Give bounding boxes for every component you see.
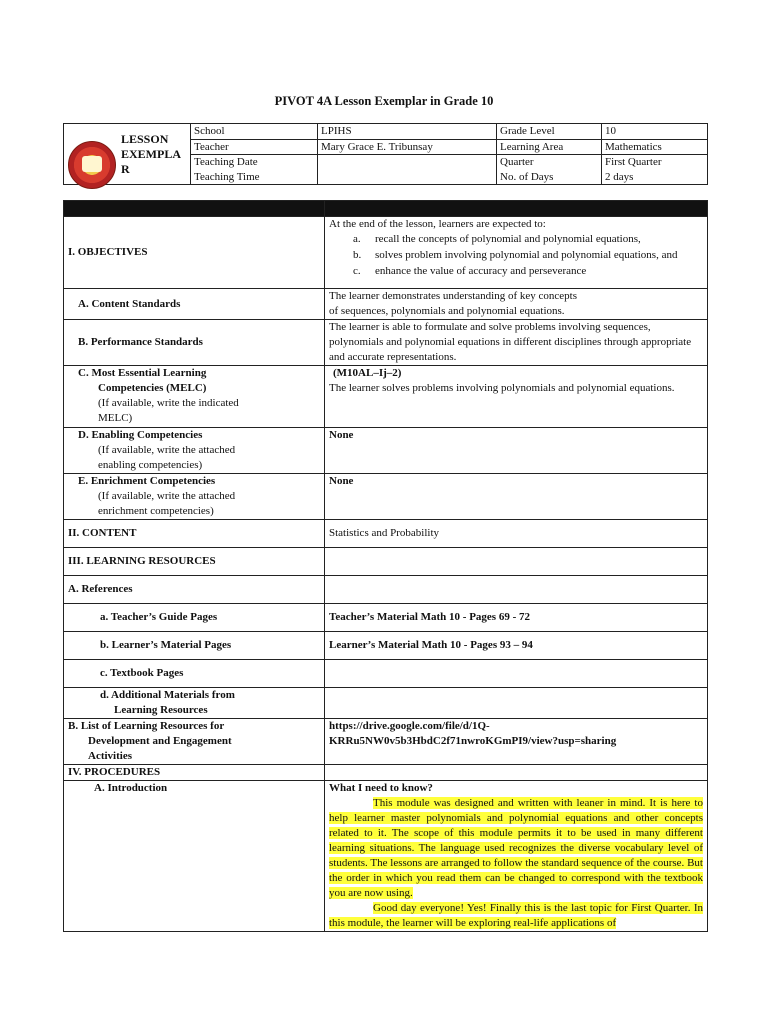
references-row [64, 576, 708, 604]
melc-cell [325, 366, 708, 428]
melc-row [64, 366, 708, 428]
enrichment-label: E. Enrichment Competencies [78, 475, 216, 487]
lesson-exemplar-label: LESSON EXEMPLA R [121, 132, 181, 176]
content-standards-cell [325, 289, 708, 320]
reference-item-row [64, 688, 708, 719]
school-seal-icon [68, 141, 116, 189]
introduction-heading: What I need to know? [329, 782, 433, 794]
reference-item-label: d. Additional Materials from [100, 689, 235, 701]
reference-item-label-cell [64, 688, 325, 719]
header-key: School [191, 124, 318, 140]
performance-standards-row [64, 320, 708, 366]
content-label: II. CONTENT [64, 520, 325, 548]
enabling-value: None [325, 428, 708, 474]
objective-item: c. enhance the value of accuracy and perseverance [353, 265, 587, 277]
reference-item-value: Learner’s Material Math 10 - Pages 93 – 94 [325, 632, 708, 660]
enabling-label-cell [64, 428, 325, 474]
reference-item-label: a. Teacher’s Guide Pages [64, 604, 325, 632]
references-label: A. References [64, 576, 325, 604]
header-value: 10 [602, 124, 708, 140]
enabling-note: enabling competencies) [98, 459, 203, 471]
content-standards-row [64, 289, 708, 320]
header-value: Mathematics [602, 139, 708, 155]
enrichment-note: enrichment competencies) [98, 505, 214, 517]
header-key: Quarter [497, 155, 602, 170]
list-resources-label: Development and Engagement [88, 735, 232, 747]
objectives-intro: At the end of the lesson, learners are expected to: [329, 218, 546, 230]
reference-item-value: Teacher’s Material Math 10 - Pages 69 - 72 [325, 604, 708, 632]
introduction-cell [325, 781, 708, 932]
header-key: Grade Level [497, 124, 602, 140]
learning-resources-label: III. LEARNING RESOURCES [64, 548, 325, 576]
reference-item-label: Learning Resources [114, 704, 208, 716]
resource-link[interactable] [325, 719, 708, 765]
objective-item: b. solves problem involving polynomial and polynomial equations, and [353, 249, 678, 261]
objective-item: a. recall the concepts of polynomial and polynomial equations, [353, 233, 641, 245]
resource-link-line[interactable]: https://drive.google.com/file/d/1Q- [329, 720, 490, 732]
melc-note: (If available, write the indicated [98, 397, 239, 409]
content-standards-text: The learner demonstrates understanding of key concepts [329, 290, 578, 302]
header-value [318, 155, 497, 185]
list-resources-label: Activities [88, 750, 132, 762]
content-standards-label: A. Content Standards [64, 289, 325, 320]
introduction-label: A. Introduction [64, 781, 325, 932]
header-value: 2 days [602, 170, 708, 185]
procedures-row [64, 765, 708, 781]
header-value: Mary Grace E. Tribunsay [318, 139, 497, 155]
enrichment-row [64, 474, 708, 520]
enrichment-note: (If available, write the attached [98, 490, 236, 502]
header-value: LPIHS [318, 124, 497, 140]
performance-standards-text: The learner is able to formulate and solve problems involving sequences, polynomials and polynomial equations in different disciplines through appropriate and accurate representations. [325, 320, 708, 366]
introduction-paragraph: This module was designed and written with leaner in mind. It is here to help learner master polynomials and polynomial equations and other concepts related to it. The scope of this module permits it to be used in many different learning situations. The language used recognizes the diverse vocabulary level of students. The lessons are arranged to follow the standard sequence of the course. But the order in which you read them can be changed to correspond with the textbook you are now using. [329, 797, 703, 899]
reference-item-row [64, 632, 708, 660]
content-standards-text: of sequences, polynomials and polynomial equations. [329, 305, 565, 317]
header-value: First Quarter [602, 155, 708, 170]
enrichment-label-cell [64, 474, 325, 520]
reference-item-label: c. Textbook Pages [64, 660, 325, 688]
reference-item-label: b. Learner’s Material Pages [64, 632, 325, 660]
content-value: Statistics and Probability [325, 520, 708, 548]
header-key: Learning Area [497, 139, 602, 155]
resource-link-line[interactable]: KRRu5NW0v5b3HbdC2f71nwroKGmPI9/view?usp=sharing [329, 735, 617, 747]
melc-label: Competencies (MELC) [98, 382, 207, 394]
enabling-note: (If available, write the attached [98, 444, 236, 456]
reference-item-value [325, 688, 708, 719]
introduction-row [64, 781, 708, 932]
content-row [64, 520, 708, 548]
melc-text: The learner solves problems involving polynomials and polynomial equations. [329, 382, 675, 394]
melc-label: C. Most Essential Learning [78, 367, 207, 379]
lesson-header-table [63, 123, 708, 185]
table-header-bar [64, 201, 708, 217]
objectives-row [64, 217, 708, 289]
list-resources-label: B. List of Learning Resources for [68, 720, 225, 732]
enabling-row [64, 428, 708, 474]
enabling-label: D. Enabling Competencies [78, 429, 203, 441]
document-title: PIVOT 4A Lesson Exemplar in Grade 10 [274, 94, 494, 108]
melc-code: (M10AL–Ij–2) [333, 367, 402, 379]
performance-standards-label: B. Performance Standards [64, 320, 325, 366]
reference-item-row [64, 660, 708, 688]
header-logo-cell [64, 124, 191, 185]
list-resources-row [64, 719, 708, 765]
reference-item-value [325, 660, 708, 688]
lesson-plan-table [63, 200, 708, 932]
enrichment-value: None [325, 474, 708, 520]
header-key: Teaching Date [191, 155, 318, 170]
melc-note: MELC) [98, 412, 133, 424]
learning-resources-row [64, 548, 708, 576]
melc-label-cell [64, 366, 325, 428]
header-key: No. of Days [497, 170, 602, 185]
objectives-label: I. OBJECTIVES [64, 217, 325, 289]
reference-item-row [64, 604, 708, 632]
header-key: Teaching Time [191, 170, 318, 185]
objectives-cell [325, 217, 708, 289]
introduction-paragraph: Good day everyone! Yes! Finally this is the last topic for First Quarter. In this module, the learner will be exploring real-life applications of [329, 902, 703, 929]
procedures-label: IV. PROCEDURES [64, 765, 325, 781]
header-key: Teacher [191, 139, 318, 155]
list-resources-label-cell [64, 719, 325, 765]
